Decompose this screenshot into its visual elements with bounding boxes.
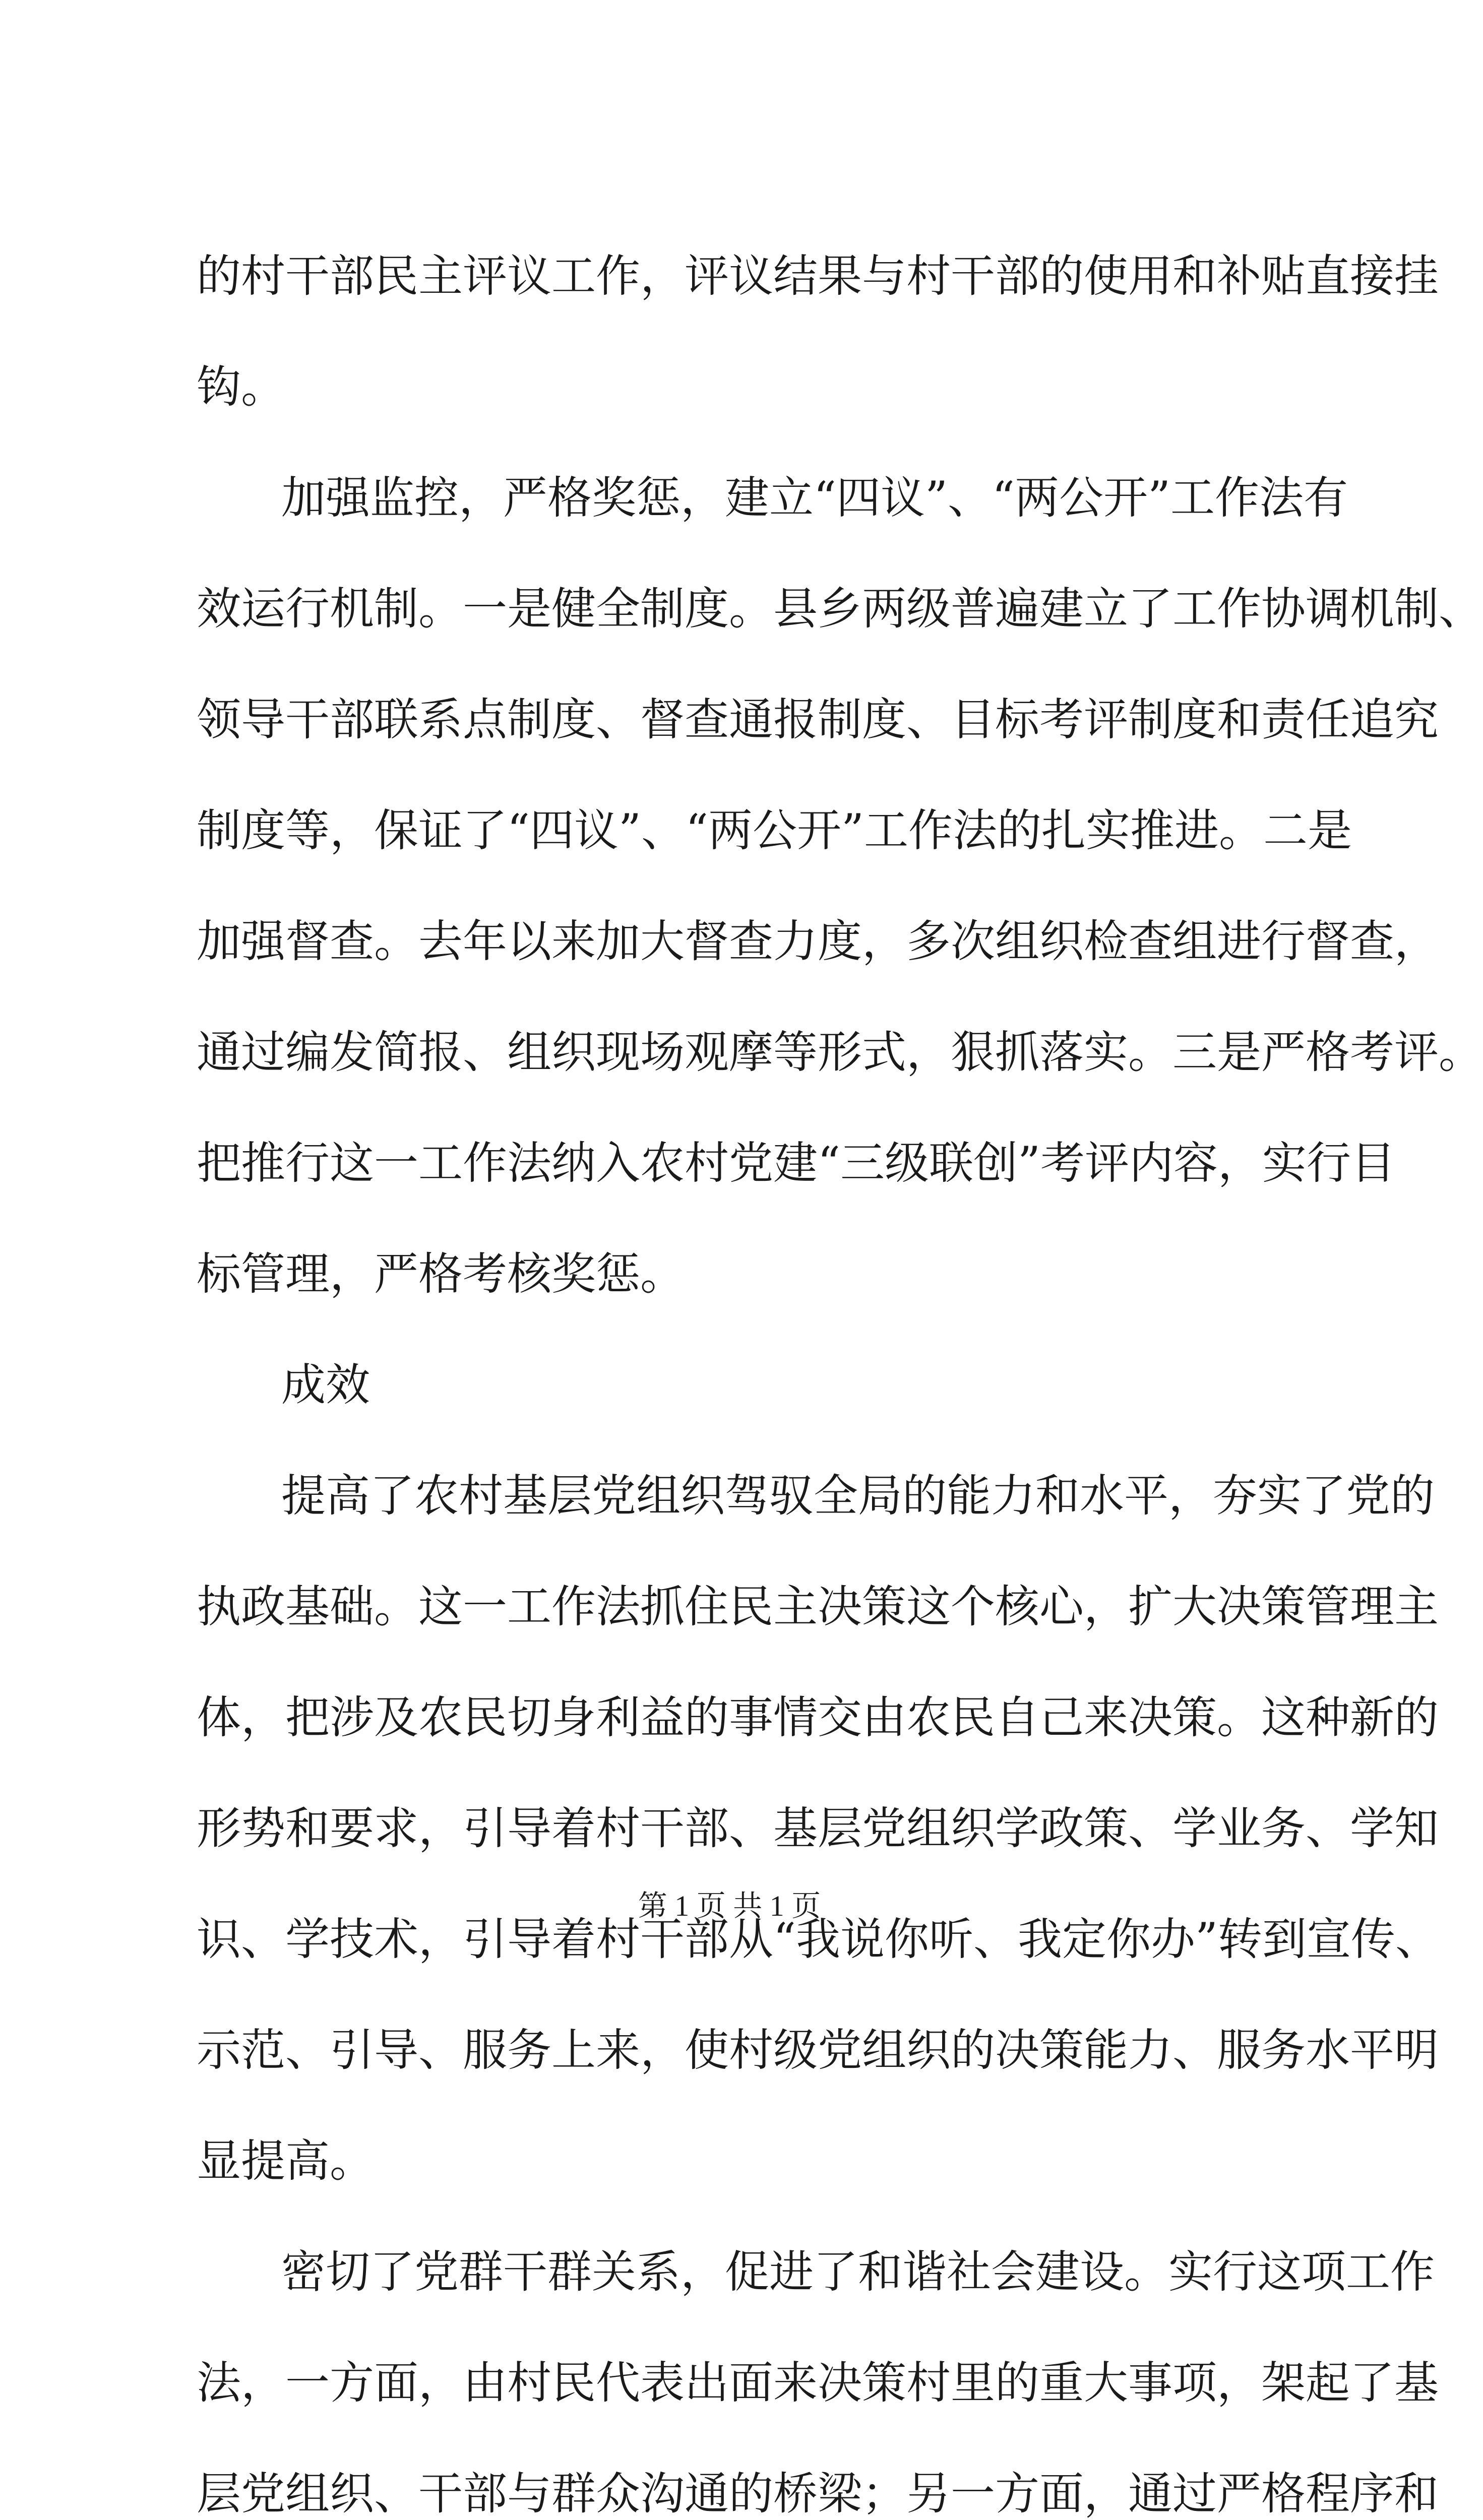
text-line: 的村干部民主评议工作，评议结果与村干部的使用和补贴直接挂 <box>197 250 1439 302</box>
text-line: 制度等，保证了“四议”、“两公开”工作法的扎实推进。二是 <box>197 804 1352 856</box>
text-line: 层党组织、干部与群众沟通的桥梁；另一方面，通过严格程序和 <box>197 2468 1439 2519</box>
text-line: 领导干部联系点制度、督查通报制度、目标考评制度和责任追究 <box>197 694 1439 745</box>
text-line: 法，一方面，由村民代表出面来决策村里的重大事项，架起了基 <box>197 2357 1439 2409</box>
text-line: 钩。 <box>197 361 286 413</box>
text-line: 把推行这一工作法纳入农村党建“三级联创”考评内容，实行目 <box>197 1137 1395 1189</box>
text-line: 显提高。 <box>197 2135 375 2187</box>
paragraph-start-line: 密切了党群干群关系，促进了和谐社会建设。实行这项工作 <box>281 2246 1435 2298</box>
text-line: 标管理，严格考核奖惩。 <box>197 1248 685 1300</box>
paragraph-start-line: 提高了农村基层党组织驾驭全局的能力和水平，夯实了党的 <box>281 1470 1435 1522</box>
text-line: 示范、引导、服务上来，使村级党组织的决策能力、服务水平明 <box>197 2024 1439 2076</box>
text-line: 识、学技术，引导着村干部从“我说你听、我定你办”转到宣传、 <box>197 1913 1440 1965</box>
text-line: 体，把涉及农民切身利益的事情交由农民自己来决策。这种新的 <box>197 1691 1439 1743</box>
section-heading: 成效 <box>281 1359 370 1411</box>
text-line: 通过编发简报、组织现场观摩等形式，狠抓落实。三是严格考评。 <box>197 1026 1483 1078</box>
body-text <box>197 221 1483 2520</box>
text-line: 效运行机制。一是健全制度。县乡两级普遍建立了工作协调机制、 <box>197 583 1483 635</box>
text-line: 执政基础。这一工作法抓住民主决策这个核心，扩大决策管理主 <box>197 1581 1439 1632</box>
text-line: 加强督查。去年以来加大督查力度，多次组织检查组进行督查， <box>197 915 1439 967</box>
text-line: 形势和要求，引导着村干部、基层党组织学政策、学业务、学知 <box>197 1802 1439 1854</box>
page-footer: 第 1 页 共 1 页 <box>638 1889 821 1922</box>
paragraph-start-line: 加强监控，严格奖惩，建立“四议”、“两公开”工作法有 <box>281 472 1348 524</box>
